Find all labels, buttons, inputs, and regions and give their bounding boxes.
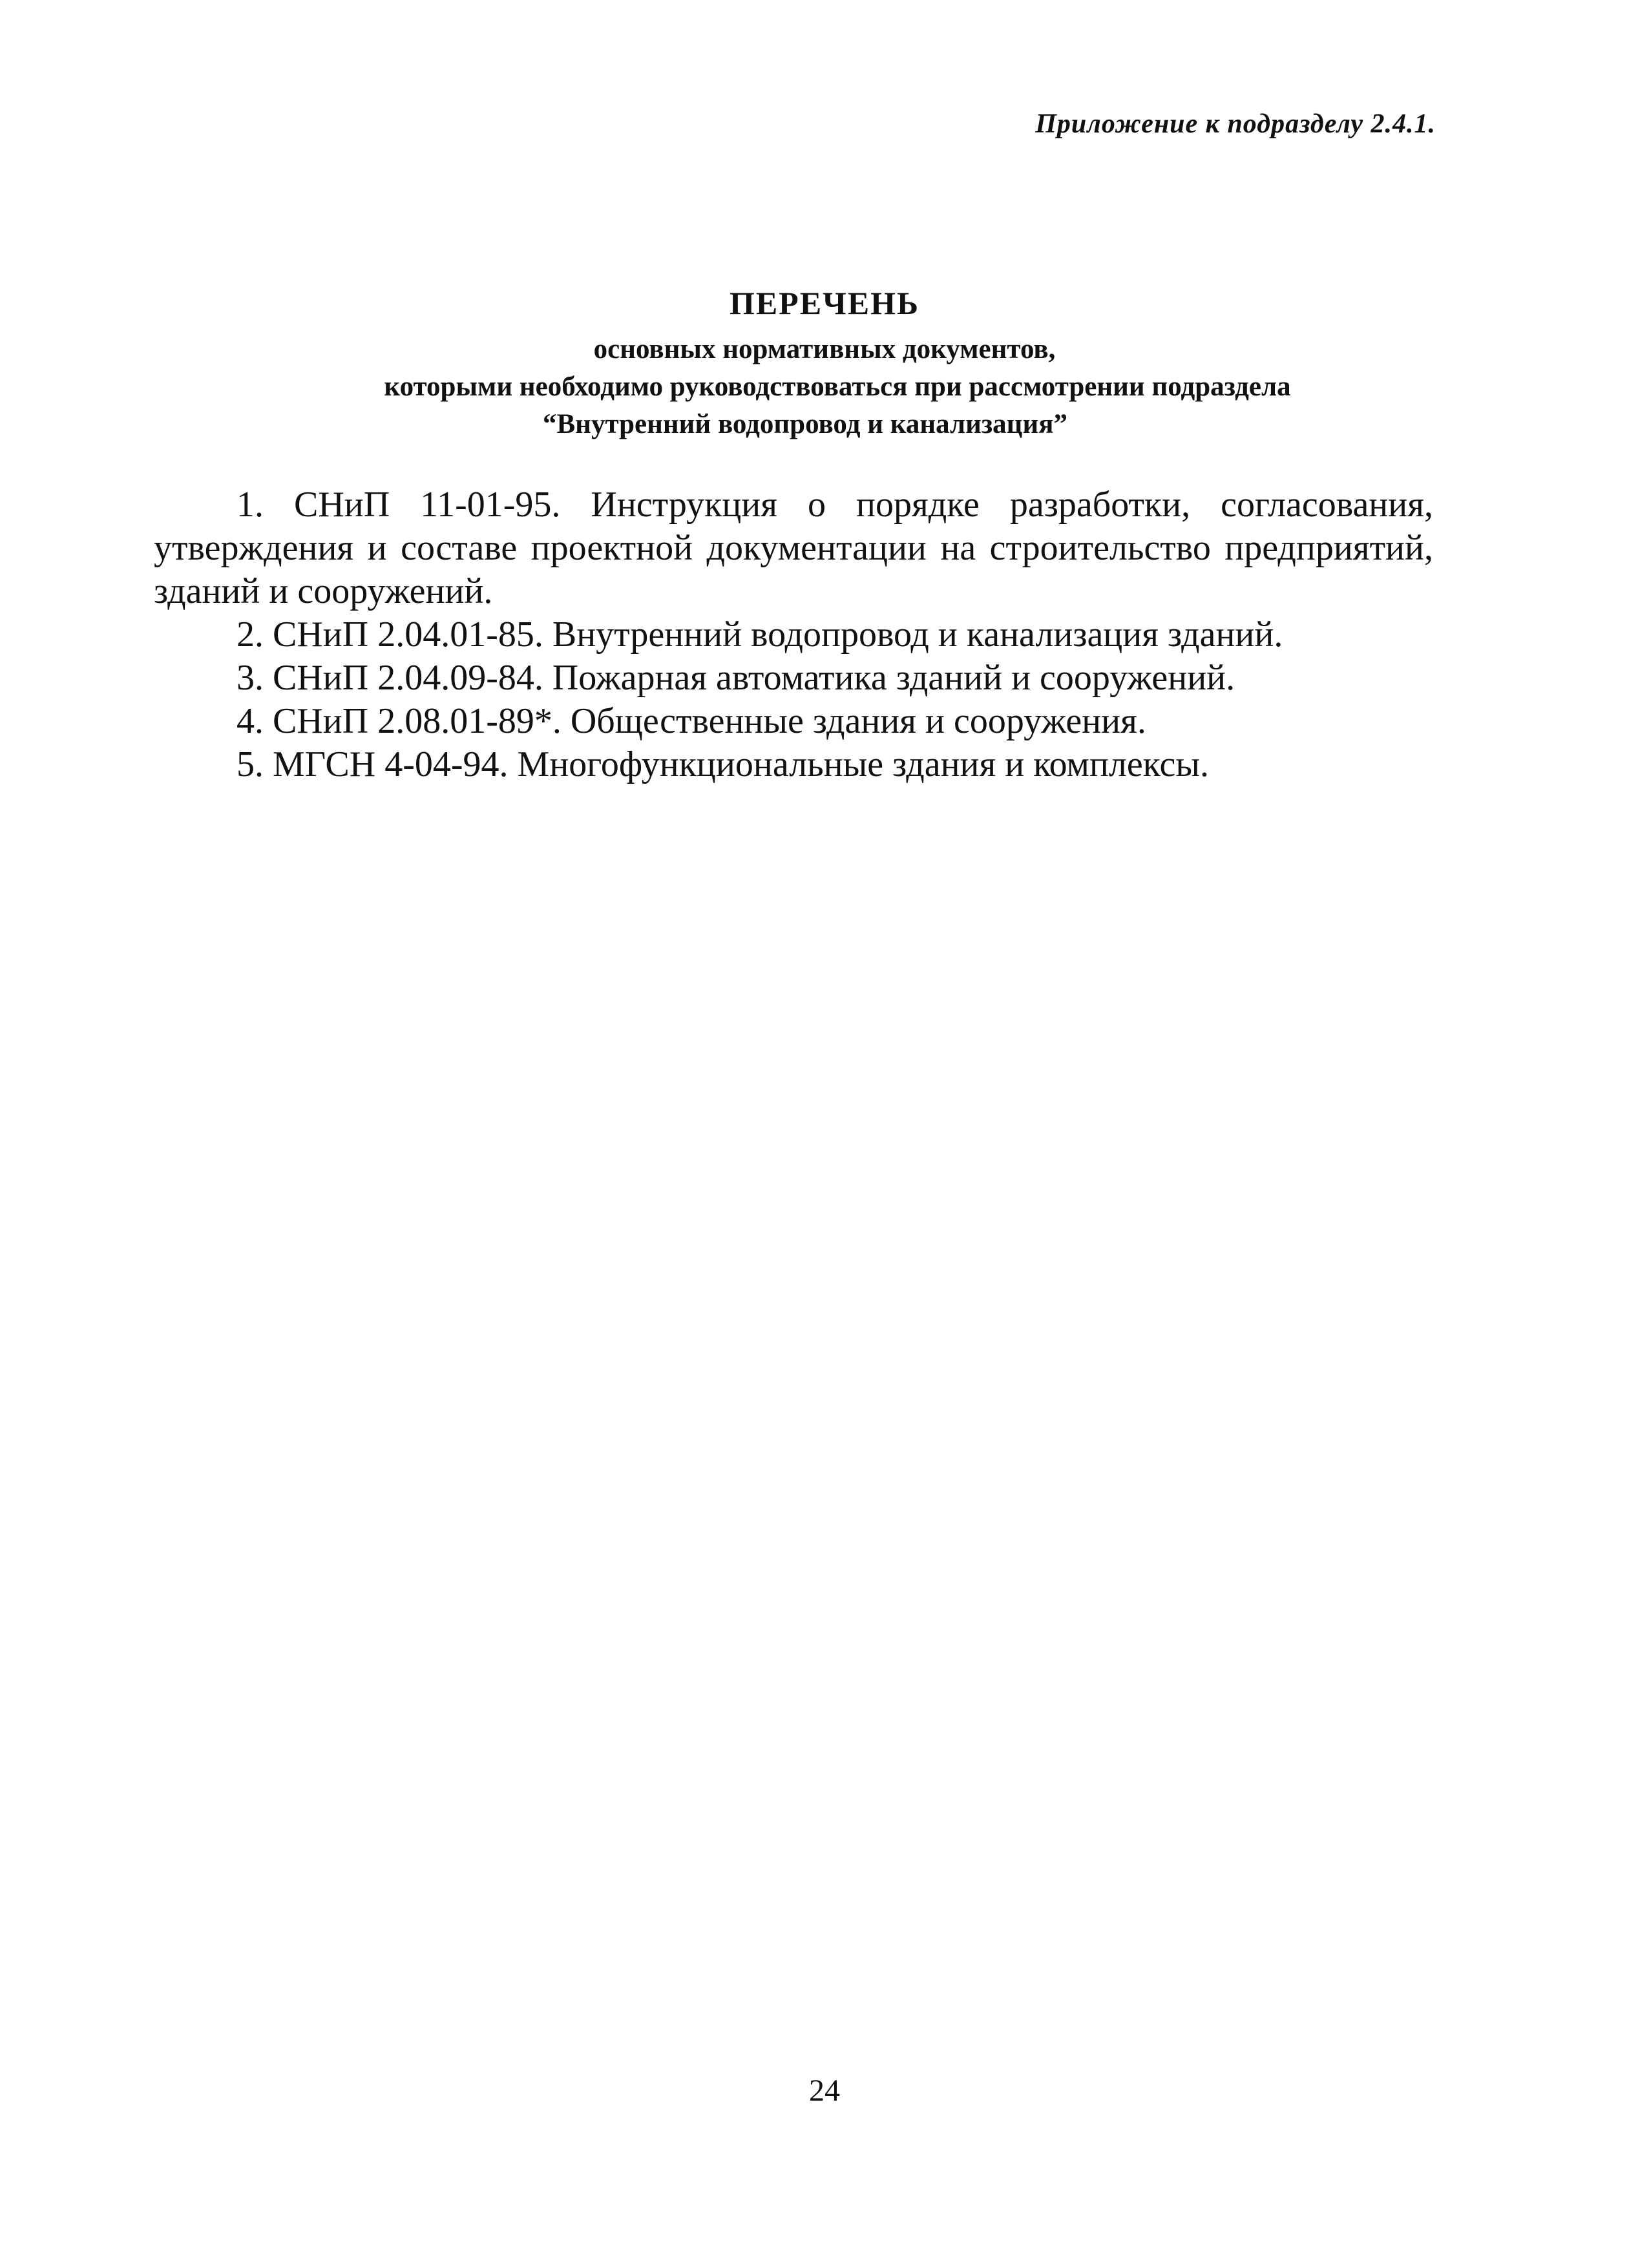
document-title: ПЕРЕЧЕНЬ: [729, 285, 920, 321]
title-subtitle-line-2: которыми необходимо руководствоваться при рассмотрении подраздела: [384, 372, 1291, 402]
page-number: 24: [809, 2074, 840, 2108]
appendix-note: Приложение к подразделу 2.4.1.: [1035, 109, 1436, 139]
title-subtitle-line-1: основных нормативных документов,: [593, 334, 1056, 364]
list-item: 1. СНиП 11-01-95. Инструкция о порядке разработки, согласования, утверждения и составе проектной документации на строительство предприятий, зданий и сооружений.: [154, 485, 1433, 611]
list-item: 2. СНиП 2.04.01-85. Внутренний водопровод и канализация зданий.: [236, 614, 1283, 655]
list-item: 5. МГСН 4-04-94. Многофункциональные здания и комплексы.: [236, 744, 1210, 784]
title-block: [0, 284, 1649, 443]
list-item: 3. СНиП 2.04.09-84. Пожарная автоматика зданий и сооружений.: [236, 658, 1235, 698]
list-item: 4. СНиП 2.08.01-89*. Общественные здания и сооружения.: [236, 701, 1146, 741]
document-list: [154, 483, 1433, 786]
title-subtitle-line-3: “Внутренний водопровод и канализация”: [542, 409, 1067, 439]
